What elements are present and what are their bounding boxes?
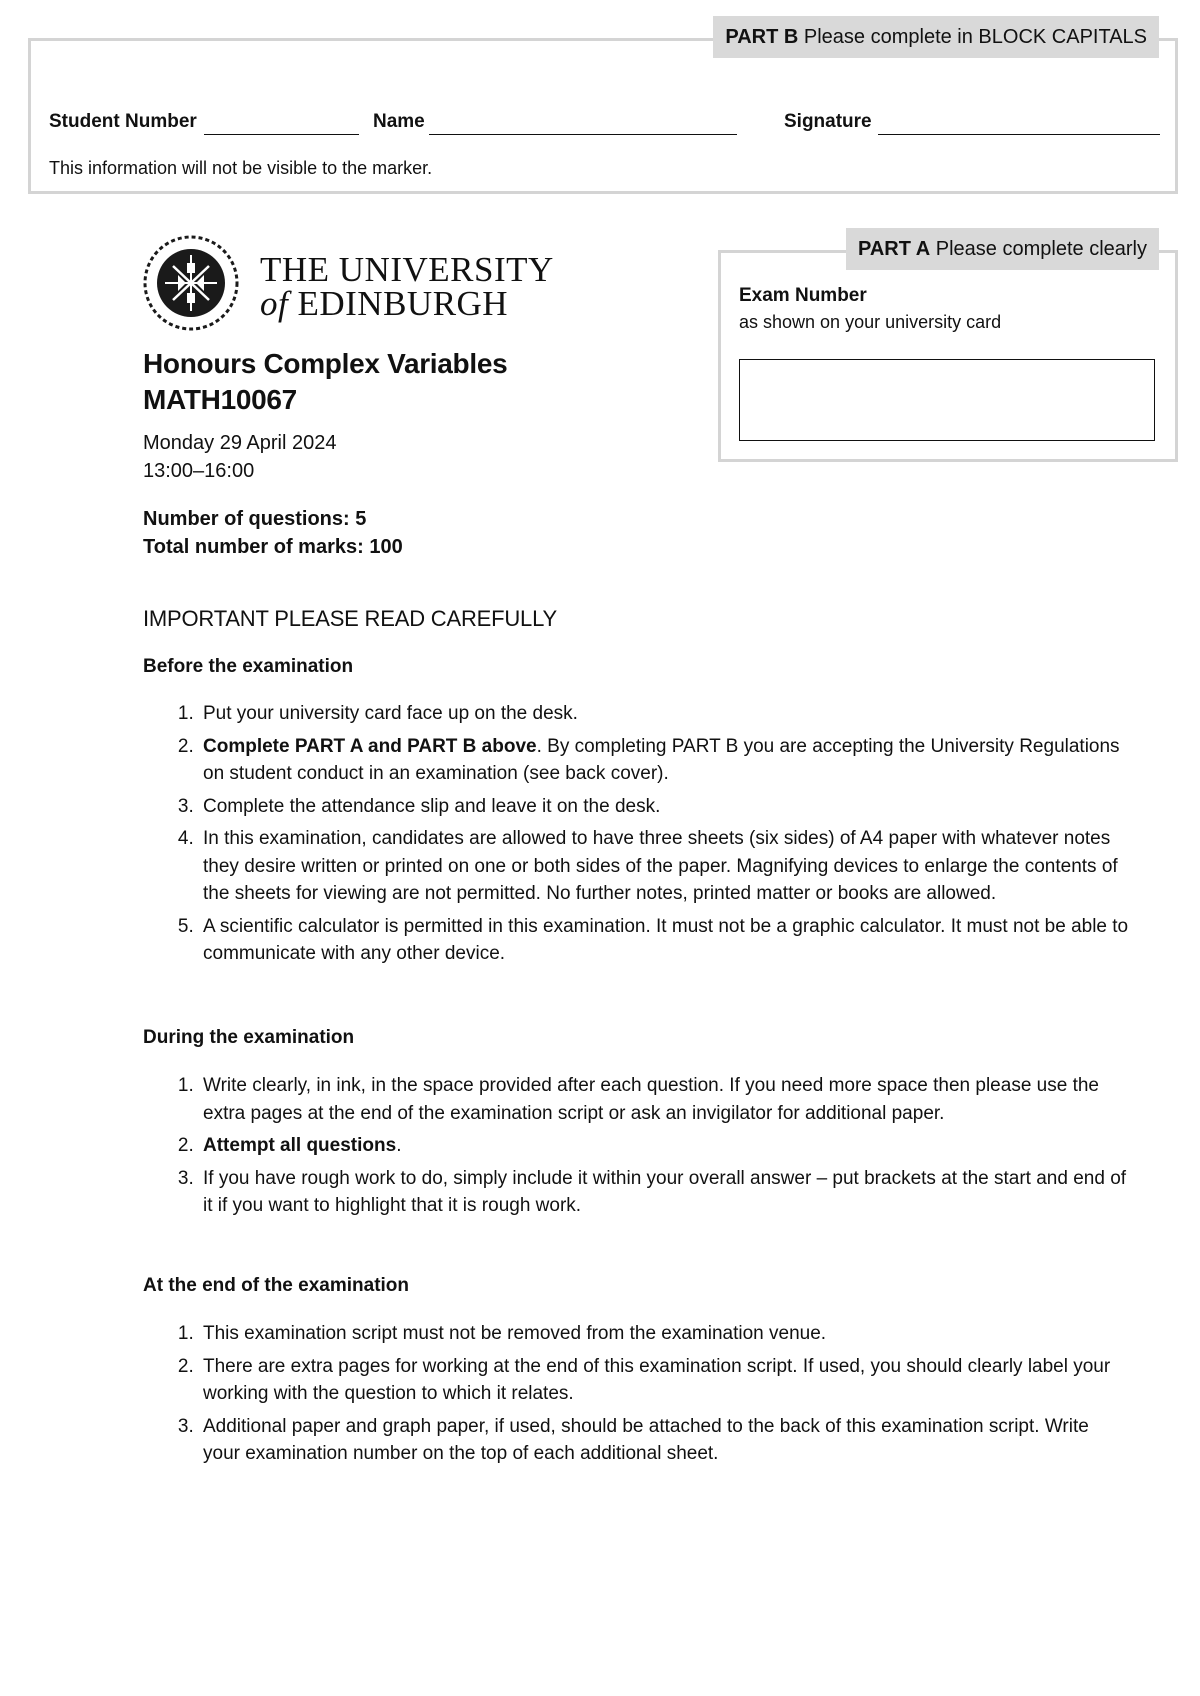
part-b-tag-text: Please complete in BLOCK CAPITALS [798, 26, 1147, 48]
exam-datetime [143, 429, 336, 485]
name-label: Name [373, 111, 425, 132]
part-b-box [28, 26, 1178, 194]
before-item [199, 913, 1129, 968]
end-item [199, 1413, 1129, 1468]
before-list [143, 700, 1129, 973]
signature-field[interactable] [784, 109, 1160, 139]
wordmark-line2 [260, 284, 554, 323]
part-a-tag-text: Please complete clearly [930, 238, 1147, 260]
before-item-bold: Complete PART A and PART B above [203, 735, 537, 757]
during-item [199, 1132, 1129, 1160]
end-item-text: There are extra pages for working at the end of this examination script. If used, you should clearly label your working with the question to which it relates. [203, 1355, 1111, 1404]
exam-number-input[interactable] [739, 359, 1155, 441]
important-heading: IMPORTANT PLEASE READ CAREFULLY [143, 606, 557, 631]
course-code: MATH10067 [143, 384, 297, 415]
course-title: Honours Complex Variables [143, 348, 508, 379]
exam-number-label: Exam Number [739, 285, 867, 306]
before-item-text: Put your university card face up on the desk. [203, 703, 578, 724]
course-title-block [143, 346, 507, 418]
during-item [199, 1072, 1129, 1127]
part-a-tag-bold: PART A [858, 238, 931, 260]
part-b-tag-bold: PART B [725, 26, 799, 48]
during-item-text: If you have rough work to do, simply include it within your overall answer – put brackets at the start and end of it if you want to highlight that it is rough work. [203, 1167, 1127, 1216]
university-wordmark [260, 250, 554, 323]
part-b-fields [49, 109, 1159, 139]
before-item-text: A scientific calculator is permitted in this examination. It must not be a graphic calculator. It must not be able to communicate with any other device. [203, 915, 1129, 964]
before-heading: Before the examination [143, 656, 354, 677]
before-item [199, 793, 1129, 821]
during-heading: During the examination [143, 1027, 355, 1048]
exam-time: 13:00–16:00 [143, 460, 255, 482]
before-item [199, 825, 1129, 908]
student-number-label: Student Number [49, 111, 197, 132]
during-item-text: . [396, 1135, 402, 1156]
wordmark-of: of [260, 284, 289, 323]
name-field[interactable] [373, 109, 783, 139]
end-heading: At the end of the examination [143, 1275, 410, 1296]
end-item-text: This examination script must not be removed from the examination venue. [203, 1323, 827, 1344]
part-b-note: This information will not be visible to the marker. [49, 158, 433, 178]
wordmark-edinburgh: EDINBURGH [288, 284, 509, 323]
part-a-box [718, 238, 1178, 462]
exam-number-hint: as shown on your university card [739, 312, 1002, 332]
part-a-tag [846, 228, 1159, 270]
before-item-text: . By completing PART B you are accepting the University Regulations on student conduct in an examination (see back cover). [203, 735, 1120, 784]
during-item-bold: Attempt all questions [203, 1135, 397, 1156]
university-crest-icon [138, 233, 248, 333]
end-item [199, 1353, 1129, 1408]
before-item [199, 700, 1129, 728]
end-item-text: Additional paper and graph paper, if used, should be attached to the back of this examination script. Write your examination number on the top of each additional sheet. [203, 1415, 1089, 1464]
before-item-text: In this examination, candidates are allowed to have three sheets (six sides) of A4 paper with whatever notes they desire written or printed on one or both sides of the paper. Magnifying devices to enlarge the contents of the sheets for viewing are not permitted. No further notes, printed matter or books are allowed. [203, 828, 1118, 904]
during-item-text: Write clearly, in ink, in the space provided after each question. If you need more space then please use the extra pages at the end of the examination script or ask an invigilator for additional paper. [203, 1075, 1099, 1124]
end-list [143, 1320, 1129, 1473]
during-list [143, 1072, 1129, 1225]
part-b-tag [713, 16, 1159, 58]
exam-date: Monday 29 April 2024 [143, 432, 337, 454]
exam-counts [143, 505, 403, 561]
signature-label: Signature [784, 111, 872, 132]
end-item [199, 1320, 1129, 1348]
student-number-line[interactable] [204, 134, 359, 135]
during-item [199, 1165, 1129, 1220]
wordmark-line1: THE UNIVERSITY [260, 250, 554, 289]
name-line[interactable] [429, 134, 737, 135]
before-item-text: Complete the attendance slip and leave it on the desk. [203, 795, 661, 817]
total-marks: Total number of marks: 100 [143, 536, 403, 558]
before-item [199, 733, 1129, 788]
signature-line[interactable] [878, 134, 1160, 135]
university-logo [138, 233, 558, 333]
student-number-field[interactable] [49, 109, 361, 139]
number-of-questions: Number of questions: 5 [143, 508, 367, 530]
